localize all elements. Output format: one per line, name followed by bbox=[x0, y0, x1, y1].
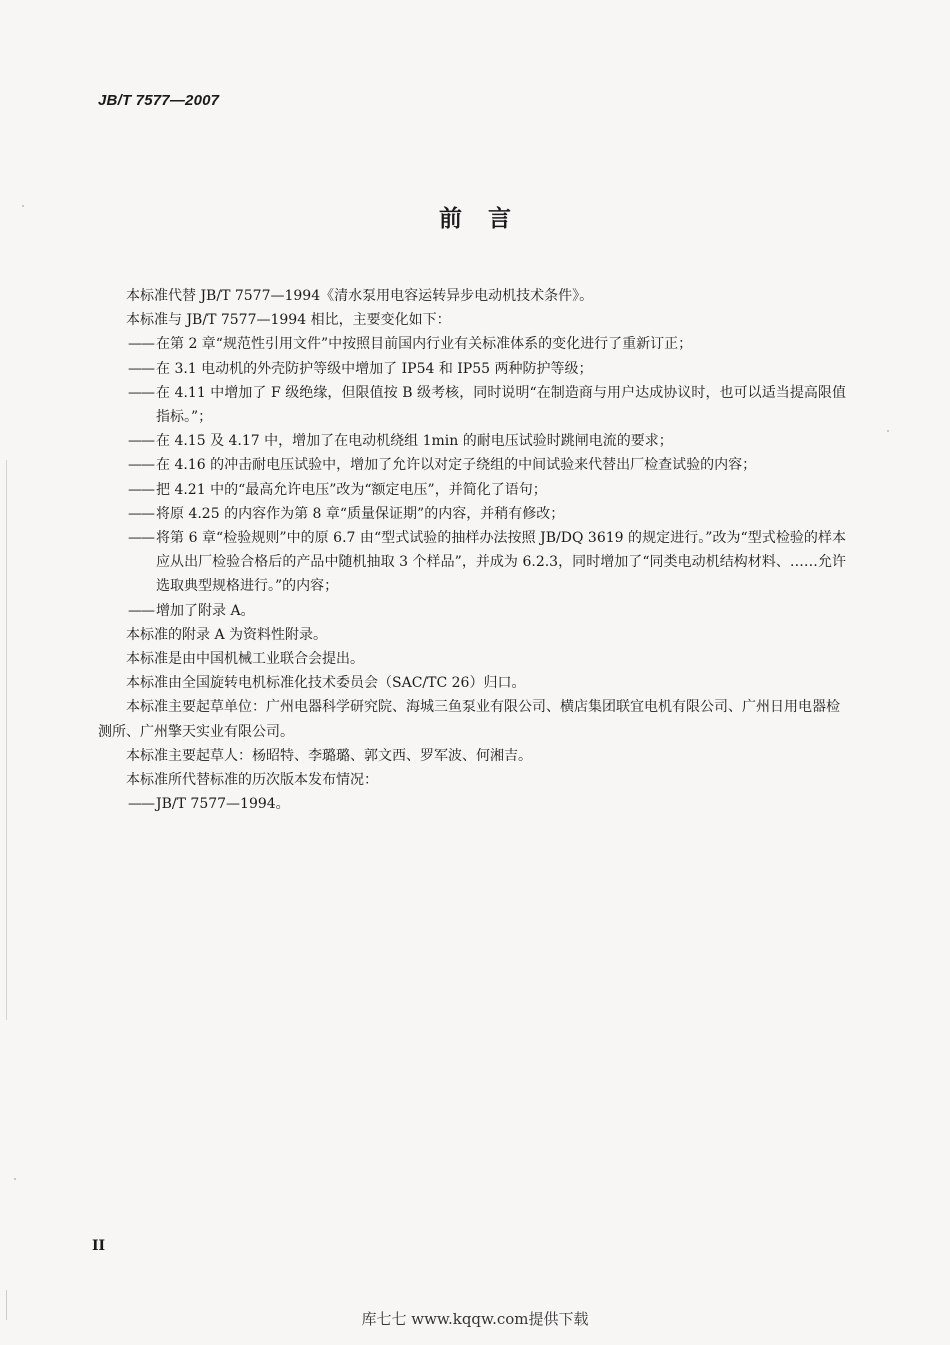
change-item-text: 增加了附录 A。 bbox=[156, 602, 255, 619]
dash-marker: —— bbox=[128, 796, 154, 813]
history-item-text: JB/T 7577—1994。 bbox=[156, 796, 290, 813]
change-item-text: 在第 2 章“规范性引用文件”中按照目前国内行业有关标准体系的变化进行了重新订正； bbox=[156, 336, 693, 353]
page-number: II bbox=[92, 1238, 106, 1254]
paragraph-appendix: 本标准的附录 A 为资料性附录。 bbox=[126, 626, 328, 643]
dash-marker: —— bbox=[128, 433, 154, 450]
paragraph-changes-intro: 本标准与 JB/T 7577—1994 相比，主要变化如下： bbox=[126, 312, 451, 329]
change-item-text: 在 4.16 的冲击耐电压试验中，增加了允许以对定子绕组的中间试验来代替出厂检查试验的内容； bbox=[156, 457, 757, 474]
history-item bbox=[98, 792, 846, 816]
change-item-text: 将第 6 章“检验规则”中的原 6.7 由“型式试验的抽样办法按照 JB/DQ 3619 的规定进行。”改为“型式检验的样本应从出厂检验合格后的产品中随机抽取 3 个样品”，并成为 6.2.3，同时增加了“同类电动机结构材料、……允许选取典型规格进行。”的内容； bbox=[156, 530, 846, 595]
standard-code-header: JB/T 7577—2007 bbox=[98, 92, 220, 109]
foreword-body bbox=[98, 284, 846, 816]
dash-marker: —— bbox=[128, 336, 154, 353]
dash-marker: —— bbox=[128, 384, 154, 401]
scan-speck bbox=[14, 1178, 16, 1180]
change-item bbox=[98, 502, 846, 526]
change-item bbox=[98, 429, 846, 453]
change-item-text: 把 4.21 中的“最高允许电压”改为“额定电压”，并简化了语句； bbox=[156, 481, 547, 498]
change-item bbox=[98, 357, 846, 381]
paragraph-proposer: 本标准是由中国机械工业联合会提出。 bbox=[126, 651, 364, 668]
change-item bbox=[98, 599, 846, 623]
change-item-text: 在 4.15 及 4.17 中，增加了在电动机绕组 1min 的耐电压试验时跳闸电流的要求； bbox=[156, 433, 673, 450]
dash-marker: —— bbox=[128, 360, 154, 377]
paragraph-drafters: 本标准主要起草人：杨昭特、李璐璐、郭文西、罗军波、何湘吉。 bbox=[126, 747, 532, 764]
download-footer: 库七七 www.kqqw.com提供下载 bbox=[361, 1310, 589, 1328]
change-item bbox=[98, 332, 846, 356]
paragraph-committee: 本标准由全国旋转电机标准化技术委员会（SAC/TC 26）归口。 bbox=[126, 675, 526, 692]
scan-edge-line bbox=[6, 460, 7, 1020]
dash-marker: —— bbox=[128, 481, 154, 498]
change-item bbox=[98, 453, 846, 477]
change-item-text: 在 3.1 电动机的外壳防护等级中增加了 IP54 和 IP55 两种防护等级； bbox=[156, 360, 593, 377]
paragraph-drafting-units: 本标准主要起草单位：广州电器科学研究院、海城三鱼泵业有限公司、横店集团联宜电机有限公司、广州日用电器检测所、广州擎天实业有限公司。 bbox=[98, 699, 840, 740]
change-item-text: 将原 4.25 的内容作为第 8 章“质量保证期”的内容，并稍有修改； bbox=[156, 505, 565, 522]
change-item bbox=[98, 478, 846, 502]
change-item bbox=[98, 381, 846, 429]
dash-marker: —— bbox=[128, 505, 154, 522]
dash-marker: —— bbox=[128, 602, 154, 619]
scan-speck bbox=[887, 430, 889, 432]
dash-marker: —— bbox=[128, 530, 154, 547]
dash-marker: —— bbox=[128, 457, 154, 474]
change-item bbox=[98, 526, 846, 599]
change-item-text: 在 4.11 中增加了 F 级绝缘，但限值按 B 级考核，同时说明“在制造商与用户达成协议时，也可以适当提高限值指标。”； bbox=[156, 384, 846, 426]
page-title: 前言 bbox=[439, 206, 537, 232]
paragraph-replaces: 本标准代替 JB/T 7577—1994《清水泵用电容运转异步电动机技术条件》。 bbox=[126, 288, 594, 304]
paragraph-history-intro: 本标准所代替标准的历次版本发布情况： bbox=[126, 772, 378, 789]
